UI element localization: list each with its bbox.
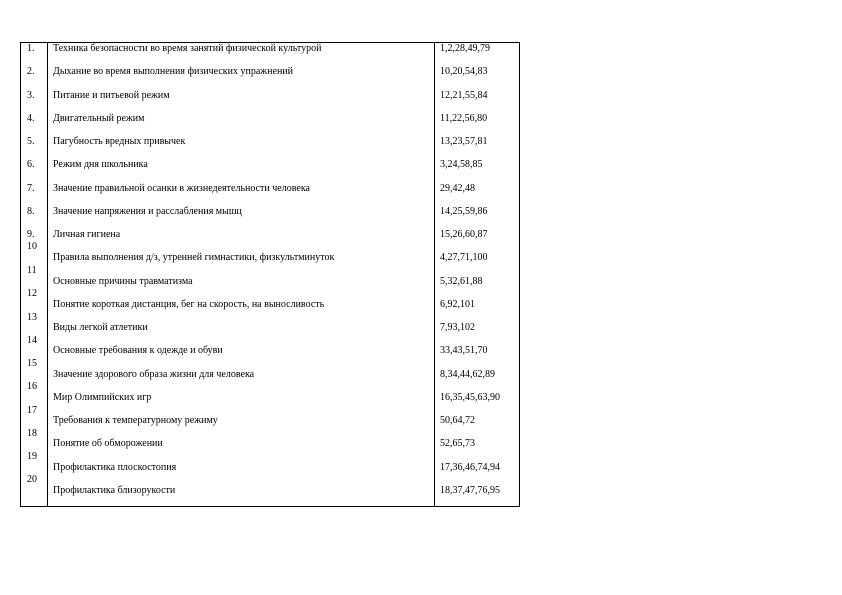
row-topic: Значение здорового образа жизни для человека (53, 369, 255, 380)
row-number: 11 (27, 265, 37, 276)
row-number: 20 (27, 474, 37, 485)
row-number: 1. (27, 43, 35, 54)
row-topic: Личная гигиена (53, 229, 121, 240)
row-pages: 4,27,71,100 (440, 252, 488, 263)
row-pages: 5,32,61,88 (440, 276, 483, 287)
column-divider (434, 43, 435, 506)
column-divider (47, 43, 48, 506)
row-topic: Мир Олимпийских игр (53, 392, 152, 403)
row-pages: 10,20,54,83 (440, 66, 488, 77)
row-pages: 3,24,58,85 (440, 159, 483, 170)
row-pages: 15,26,60,87 (440, 229, 488, 240)
row-pages: 17,36,46,74,94 (440, 462, 500, 473)
row-number: 13 (27, 312, 37, 323)
row-topic: Значение напряжения и расслабления мышц (53, 206, 242, 217)
row-topic: Двигательный режим (53, 113, 145, 124)
row-topic: Понятие короткая дистанция, бег на скорость, на выносливость (53, 299, 325, 310)
row-number: 3. (27, 90, 35, 101)
row-topic: Техника безопасности во время занятий физической культурой (53, 43, 322, 54)
row-topic: Основные причины травматизма (53, 276, 193, 287)
row-number: 15 (27, 358, 37, 369)
row-topic: Пагубность вредных привычек (53, 136, 186, 147)
row-number: 18 (27, 428, 37, 439)
row-pages: 50,64,72 (440, 415, 475, 426)
row-number: 16 (27, 381, 37, 392)
row-topic: Виды легкой атлетики (53, 322, 148, 333)
row-topic: Режим дня школьника (53, 159, 148, 170)
row-topic: Дыхание во время выполнения физических упражнений (53, 66, 294, 77)
row-pages: 13,23,57,81 (440, 136, 488, 147)
row-pages: 1,2,28,49,79 (440, 43, 490, 54)
row-number: 8. (27, 206, 35, 217)
row-number: 14 (27, 335, 37, 346)
row-pages: 18,37,47,76,95 (440, 485, 500, 496)
row-pages: 6,92,101 (440, 299, 475, 310)
row-topic: Профилактика плоскостопия (53, 462, 177, 473)
row-pages: 33,43,51,70 (440, 345, 488, 356)
row-number: 4. (27, 113, 35, 124)
row-topic: Основные требования к одежде и обуви (53, 345, 223, 356)
row-topic: Правила выполнения д/з, утренней гимнастики, физкультминуток (53, 252, 335, 263)
row-pages: 14,25,59,86 (440, 206, 488, 217)
row-number: 12 (27, 288, 37, 299)
row-number: 7. (27, 183, 35, 194)
row-topic: Понятие об обморожении (53, 438, 163, 449)
row-pages: 52,65,73 (440, 438, 475, 449)
row-number: 10 (27, 241, 37, 252)
row-topic: Профилактика близорукости (53, 485, 176, 496)
row-pages: 29,42,48 (440, 183, 475, 194)
row-topic: Питание и питьевой режим (53, 90, 170, 101)
row-pages: 12,21,55,84 (440, 90, 488, 101)
row-number: 2. (27, 66, 35, 77)
row-number: 5. (27, 136, 35, 147)
row-topic: Значение правильной осанки в жизнедеятельности человека (53, 183, 310, 194)
row-topic: Требования к температурному режиму (53, 415, 218, 426)
row-pages: 16,35,45,63,90 (440, 392, 500, 403)
row-number: 6. (27, 159, 35, 170)
row-number: 19 (27, 451, 37, 462)
row-number: 17 (27, 405, 37, 416)
row-pages: 11,22,56,80 (440, 113, 488, 124)
row-pages: 8,34,44,62,89 (440, 369, 495, 380)
row-number: 9. (27, 229, 35, 240)
row-pages: 7,93,102 (440, 322, 475, 333)
